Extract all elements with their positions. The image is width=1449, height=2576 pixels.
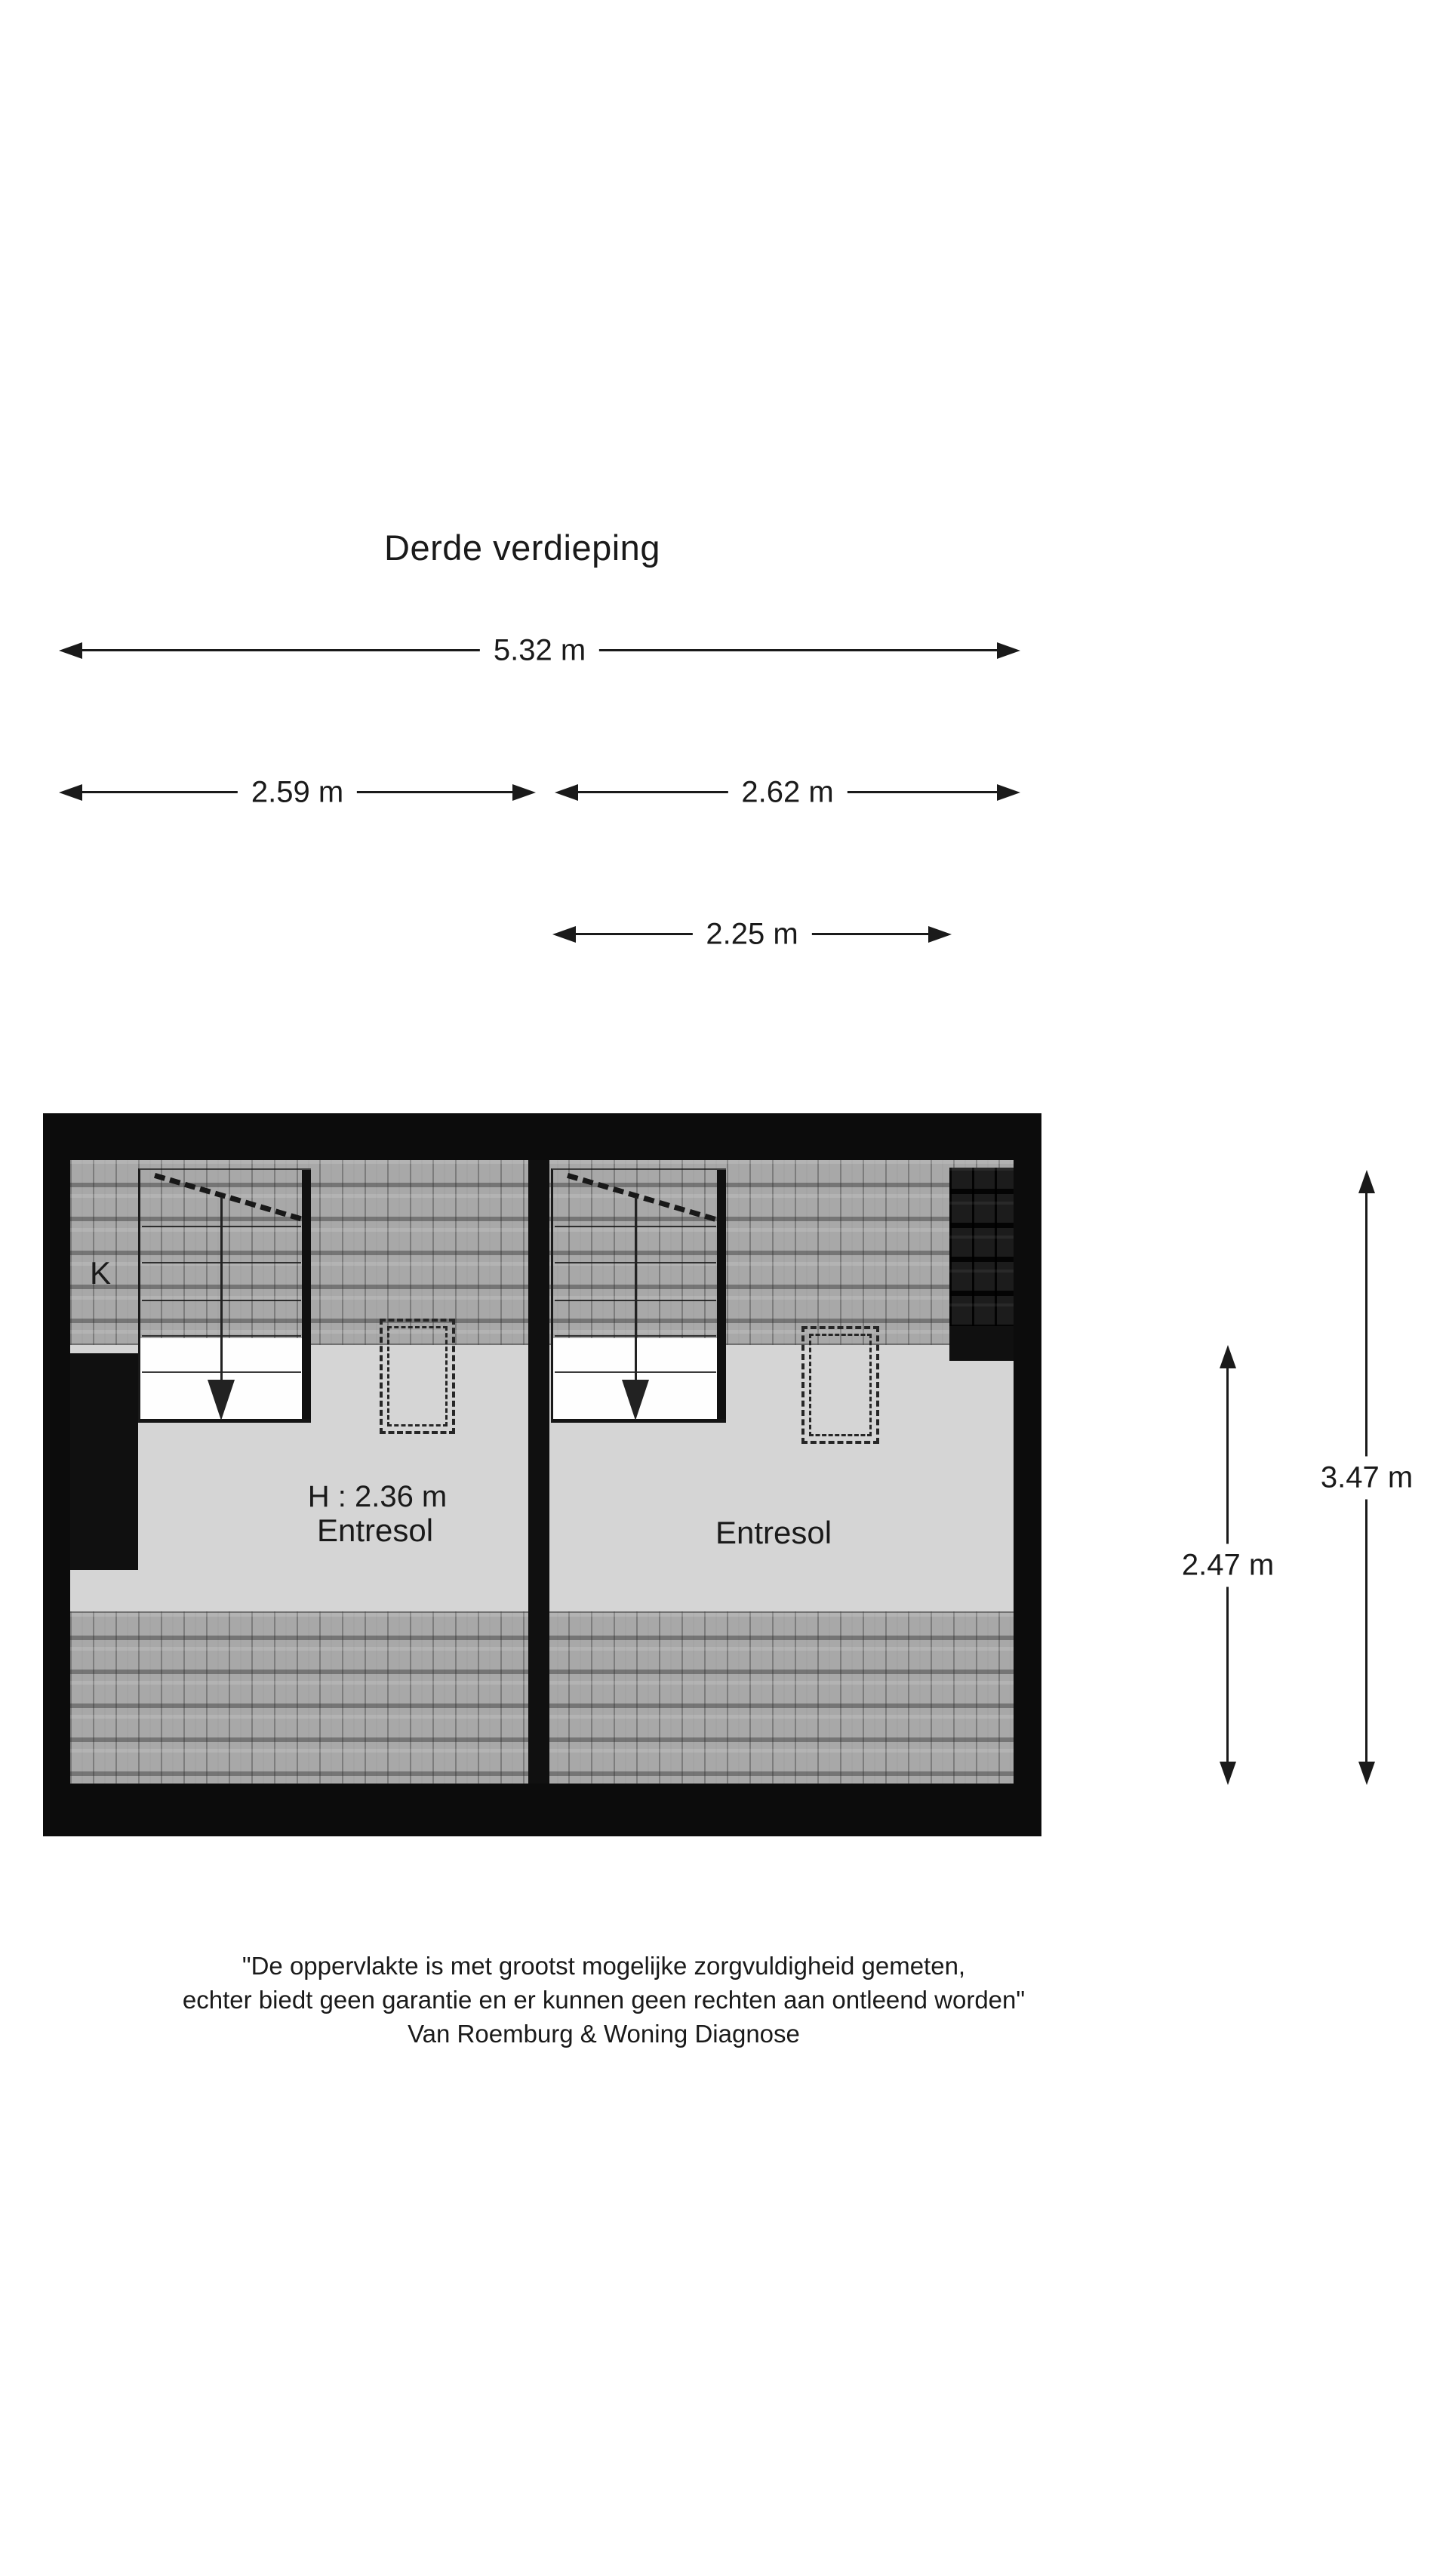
staircase-left: [138, 1168, 311, 1423]
wall-segment-right: [949, 1326, 1014, 1361]
roof-slope-dashed-line: [154, 1173, 302, 1221]
plan-interior: [70, 1160, 1014, 1784]
skylight-outline-left: [380, 1319, 455, 1434]
dim-total-width-label: 5.32 m: [480, 632, 599, 669]
dim-left-width: [59, 774, 536, 811]
dim-arrow-right-icon: [928, 926, 952, 943]
wall-segment-left: [70, 1353, 138, 1570]
dim-inner-width-label: 2.25 m: [692, 916, 811, 953]
left-room-height-label: H : 2.36 m: [307, 1480, 448, 1513]
dim-left-width-label: 2.59 m: [238, 774, 357, 811]
dim-inner-width: [552, 916, 952, 953]
dim-arrow-right-icon: [512, 784, 536, 801]
dim-outer-height-label: 3.47 m: [1312, 1456, 1422, 1499]
skylight-outline-right: [801, 1326, 879, 1444]
dim-outer-height: [1320, 1170, 1414, 1785]
stair-direction-arrow: [220, 1197, 223, 1387]
stair-arrow-head-icon: [208, 1380, 235, 1420]
dim-arrow-right-icon: [997, 642, 1020, 659]
floor-plan: [43, 1113, 1041, 1836]
dim-arrow-down-icon: [1358, 1762, 1375, 1785]
disclaimer-line-2: echter biedt geen garantie en er kunnen geen rechten aan ontleend worden": [182, 1986, 1026, 2014]
right-room-name: Entresol: [715, 1515, 832, 1550]
dim-arrow-down-icon: [1220, 1762, 1236, 1785]
dividing-wall: [528, 1160, 549, 1784]
dim-total-width: [59, 632, 1020, 669]
roof-slope-dashed-line: [567, 1173, 716, 1222]
k-label: K: [89, 1255, 111, 1291]
left-room-name: Entresol: [316, 1513, 434, 1548]
stair-direction-arrow: [635, 1197, 637, 1387]
dim-right-width-label: 2.62 m: [728, 774, 847, 811]
disclaimer-line-3: Van Roemburg & Woning Diagnose: [408, 2020, 800, 2048]
skylight-inner-outline: [387, 1326, 448, 1426]
dim-inner-height-label: 2.47 m: [1173, 1543, 1283, 1587]
stair-side-wall: [717, 1170, 726, 1419]
skylight-inner-outline: [809, 1334, 872, 1436]
stair-arrow-head-icon: [622, 1380, 649, 1420]
staircase-right: [551, 1168, 726, 1423]
dim-arrow-right-icon: [997, 784, 1020, 801]
disclaimer: [45, 1949, 1162, 2051]
roof-tiles-dark-block: [949, 1168, 1014, 1326]
dim-inner-height: [1181, 1345, 1275, 1785]
disclaimer-line-1: "De oppervlakte is met grootst mogelijke zorgvuldigheid gemeten,: [242, 1952, 966, 1980]
dim-right-width: [555, 774, 1020, 811]
floor-title: Derde verdieping: [384, 528, 660, 568]
stair-side-wall: [302, 1170, 311, 1419]
